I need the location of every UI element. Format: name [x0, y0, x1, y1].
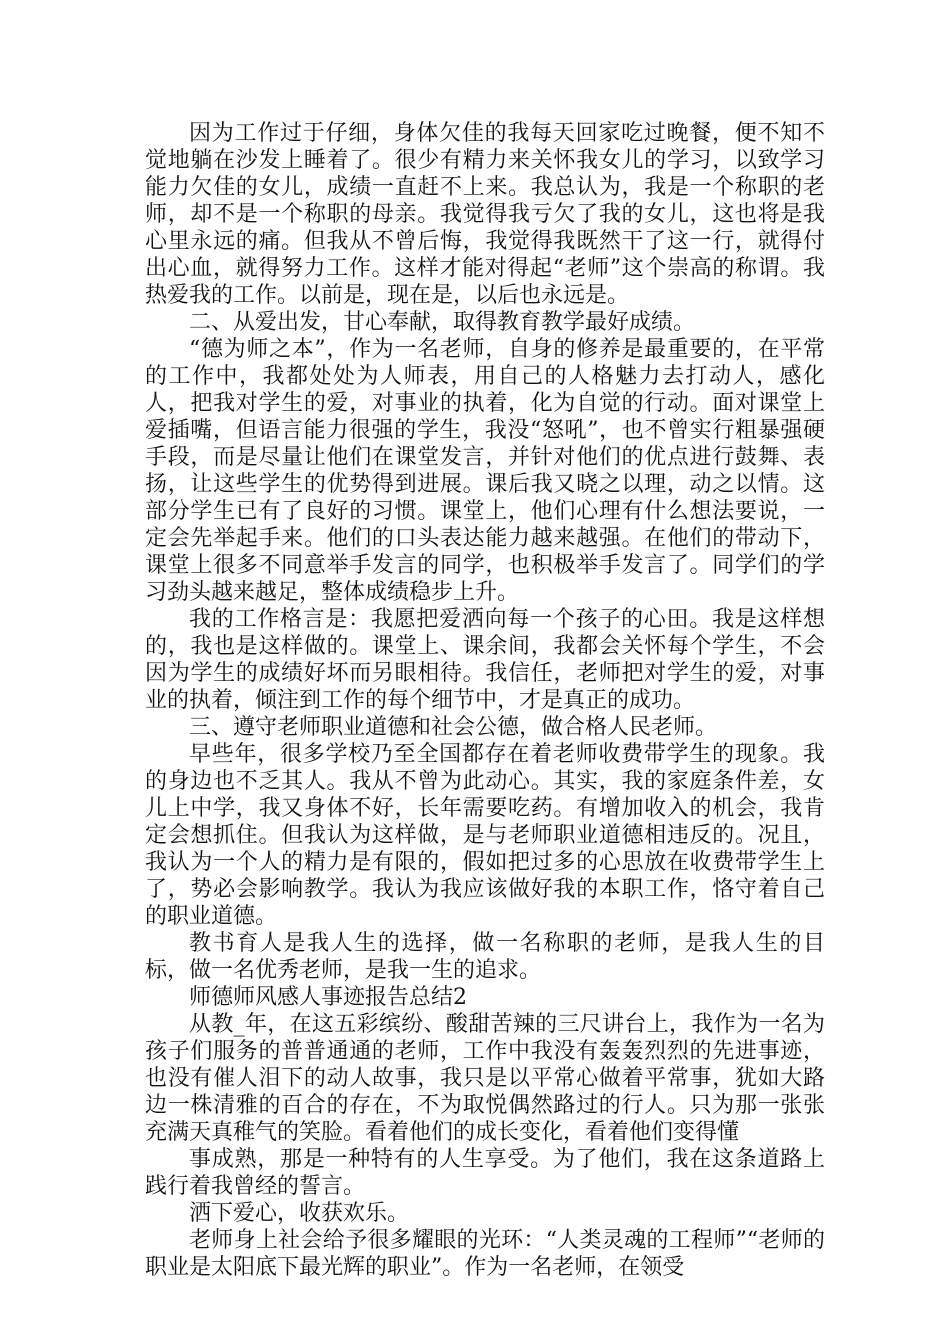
- paragraph-10: 事成熟，那是一种特有的人生享受。为了他们，我在这条道路上践行着我曾经的誓言。: [145, 1147, 825, 1199]
- paragraph-3: “德为师之本”，作为一名老师，自身的修养是最重要的，在平常的工作中，我都处处为人师表，用自己的人格魅力去打动人，感化人，把我对学生的爱，对事业的执着，化为自觉的行动。面对课堂上爱插嘴，但语言能力很强的学生，我没“怒吼”，也不曾实行粗暴强硬手段，而是尽量让他们在课堂发言，并针对他们的优点进行鼓舞、表扬，让这些学生的优势得到进展。课后我又晓之以理，动之以情。这部分学生已有了良好的习惯。课堂上，他们心理有什么想法要说，一定会先举起手来。他们的口头表达能力越来越强。在他们的带动下，课堂上很多不同意举手发言的同学，也积极举手发言了。同学们的学习劲头越来越足，整体成绩稳步上升。: [145, 337, 825, 605]
- paragraph-12: 老师身上社会给予很多耀眼的光环：“人类灵魂的工程师”“老师的职业是太阳底下最光辉的职业”。作为一名老师，在领受: [145, 1228, 825, 1280]
- paragraph-9: 从教_年，在这五彩缤纷、酸甜苦辣的三尺讲台上，我作为一名为孩子们服务的普普通通的老师，工作中我没有轰轰烈烈的先进事迹，也没有催人泪下的动人故事，我只是以平常心做着平常事，犹如大路边一株清雅的百合的存在，不为取悦偶然路过的行人。只为那一张张充满天真稚气的笑脸。看着他们的成长变化，看着他们变得懂: [145, 1012, 825, 1145]
- paragraph-7: 教书育人是我人生的选择，做一名称职的老师，是我人生的目标，做一名优秀老师，是我一生的追求。: [145, 931, 825, 983]
- section-heading-3: 三、遵守老师职业道德和社会公德，做合格人民老师。: [189, 715, 718, 740]
- paragraph-4: 我的工作格言是：我愿把爱洒向每一个孩子的心田。我是这样想的，我也是这样做的。课堂上、课余间，我都会关怀每个学生，不会因为学生的成绩好坏而另眼相待。我信任，老师把对学生的爱，对事业的执着，倾注到工作的每个细节中，才是真正的成功。: [145, 607, 825, 713]
- subheading-love: 洒下爱心，收获欢乐。: [189, 1201, 410, 1226]
- paragraph-1: 因为工作过于仔细，身体欠佳的我每天回家吃过晚餐，便不知不觉地躺在沙发上睡着了。很少有精力来关怀我女儿的学习，以致学习能力欠佳的女儿，成绩一直赶不上来。我总认为，我是一个称职的老师，却不是一个称职的母亲。我觉得我亏欠了我的女儿，这也将是我心里永远的痛。但我从不曾后悔，我觉得我既然干了这一行，就得付出心血，就得努力工作。这样才能对得起“老师”这个崇高的称谓。我热爱我的工作。以前是，现在是，以后也永远是。: [145, 121, 825, 308]
- report-title-2: 师德师风感人事迹报告总结2: [189, 985, 467, 1010]
- document-page: [145, 120, 825, 1281]
- paragraph-6: 早些年，很多学校乃至全国都存在着老师收费带学生的现象。我的身边也不乏其人。我从不曾为此动心。其实，我的家庭条件差，女儿上中学，我又身体不好，长年需要吃药。有增加收入的机会，我肯定会想抓住。但我认为这样做，是与老师职业道德相违反的。况且，我认为一个人的精力是有限的，假如把过多的心思放在收费带学生上了，势必会影响教学。我认为我应该做好我的本职工作，恪守着自己的职业道德。: [145, 742, 825, 929]
- section-heading-2: 二、从爱出发，甘心奉献，取得教育教学最好成绩。: [189, 310, 696, 335]
